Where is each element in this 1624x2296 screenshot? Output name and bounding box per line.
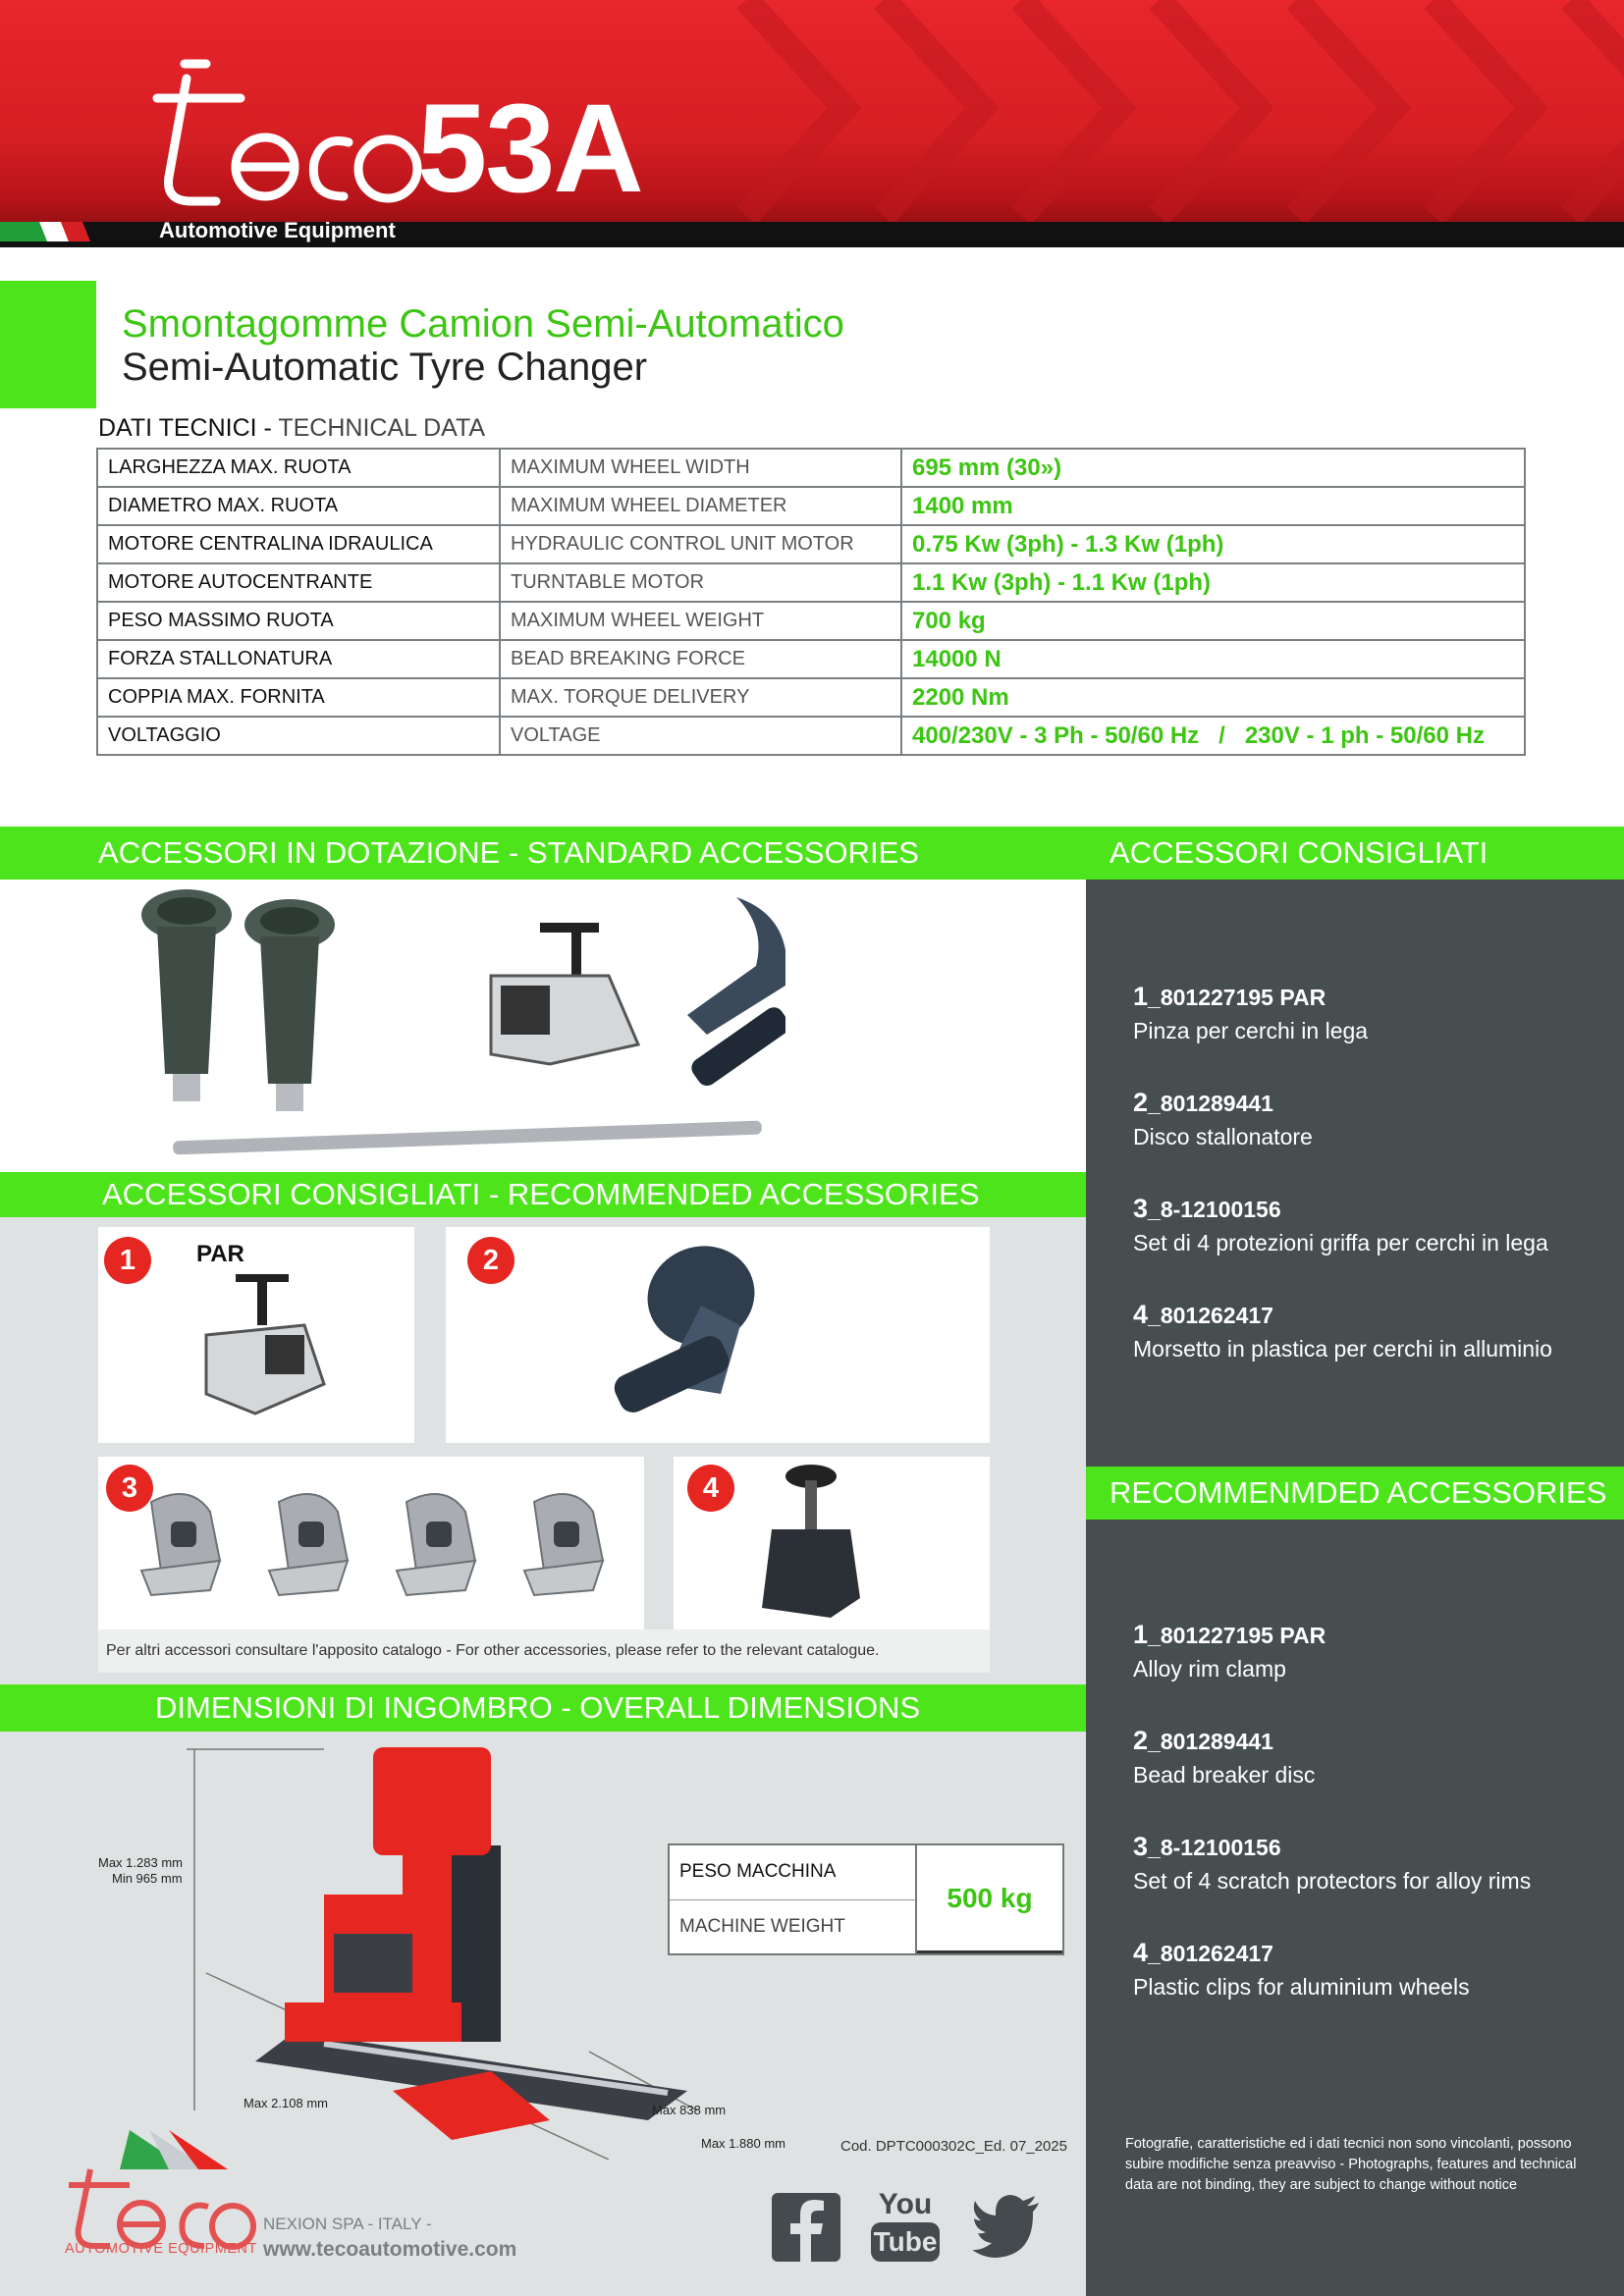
lever-bar-icon [173, 1121, 762, 1155]
item-number: 2 [1133, 1726, 1149, 1755]
youtube-bottom-text: Tube [871, 2222, 940, 2262]
item-number: 3 [1133, 1832, 1149, 1861]
row-label-it: LARGHEZZA MAX. RUOTA [97, 449, 500, 487]
list-item [1133, 1620, 1595, 1682]
item-number: 3 [1133, 1194, 1149, 1223]
cone-adapter-icon [141, 889, 335, 1111]
title-accent-block [0, 281, 96, 408]
row-label-it: DIAMETRO MAX. RUOTA [97, 487, 500, 525]
accessory-list-it [1133, 982, 1595, 1406]
list-item [1133, 1194, 1595, 1256]
item-code: _801227195 PAR [1148, 1623, 1326, 1648]
item-description: Bead breaker disc [1133, 1762, 1316, 1788]
row-label-en: MAXIMUM WHEEL WIDTH [500, 449, 901, 487]
row-value: 2200 Nm [901, 678, 1525, 717]
table-row [97, 525, 1525, 563]
row-label-en: MAXIMUM WHEEL DIAMETER [500, 487, 901, 525]
row-label-it: MOTORE AUTOCENTRANTE [97, 563, 500, 602]
other-accessories-note: Per altri accessori consultare l'apposito catalogo - For other accessories, please refer to the relevant catalogue. [98, 1629, 990, 1673]
height-max-label: Max 1.283 mm [98, 1855, 183, 1870]
tech-data-table [96, 448, 1526, 756]
item-description: Set di 4 protezioni griffa per cerchi in lega [1133, 1230, 1548, 1255]
clamp-tool-icon [491, 923, 638, 1064]
website-link[interactable]: www.tecoautomotive.com [263, 2238, 517, 2261]
tech-heading-it: DATI TECNICI - [98, 414, 279, 442]
scratch-protectors-icon [132, 1482, 623, 1620]
title-english: Semi-Automatic Tyre Changer [122, 346, 648, 389]
row-label-en: VOLTAGE [500, 717, 901, 755]
accessory-card-2 [446, 1227, 990, 1443]
table-row [97, 487, 1525, 525]
rim-clamp-icon [196, 1266, 344, 1433]
row-label-en: BEAD BREAKING FORCE [500, 640, 901, 678]
list-item [1133, 982, 1595, 1044]
table-row [97, 640, 1525, 678]
footer-teco-logo [61, 2130, 257, 2258]
row-value: 0.75 Kw (3ph) - 1.3 Kw (1ph) [901, 525, 1525, 563]
item-description: Morsetto in plastica per cerchi in alluminio [1133, 1336, 1552, 1362]
youtube-top-text: You [878, 2188, 933, 2220]
facebook-icon[interactable] [772, 2193, 840, 2262]
list-item [1133, 1088, 1595, 1150]
item-description: Pinza per cerchi in lega [1133, 1018, 1369, 1043]
badge-number: 4 [687, 1465, 734, 1512]
par-label: PAR [196, 1241, 244, 1267]
item-number: 4 [1133, 1300, 1149, 1329]
bead-breaker-disc-icon [593, 1237, 809, 1433]
row-value: 700 kg [901, 602, 1525, 640]
recommended-accessories-heading: ACCESSORI CONSIGLIATI - RECOMMENDED ACCESSORIES [0, 1172, 1086, 1217]
list-item [1133, 1300, 1595, 1362]
row-value: 400/230V - 3 Ph - 50/60 Hz / 230V - 1 ph - 50/60 Hz [901, 717, 1525, 755]
item-number: 2 [1133, 1088, 1149, 1117]
badge-number: 2 [467, 1237, 514, 1284]
row-value: 1.1 Kw (3ph) - 1.1 Kw (1ph) [901, 563, 1525, 602]
table-row [97, 717, 1525, 755]
item-description: Disco stallonatore [1133, 1124, 1313, 1149]
header-banner [0, 0, 1624, 247]
youtube-icon[interactable] [870, 2189, 941, 2264]
weight-value: 500 kg [917, 1845, 1062, 1953]
row-value: 14000 N [901, 640, 1525, 678]
row-label-en: MAXIMUM WHEEL WEIGHT [500, 602, 901, 640]
list-item [1133, 1832, 1595, 1895]
item-code: _8-12100156 [1148, 1835, 1281, 1860]
hook-tool-icon [687, 897, 785, 1090]
table-row [97, 602, 1525, 640]
item-description: Plastic clips for aluminium wheels [1133, 1974, 1470, 2000]
width-label: Max 838 mm [652, 2103, 727, 2117]
overall-dimensions-heading: DIMENSIONI DI INGOMBRO - OVERALL DIMENSIONS [0, 1684, 1086, 1732]
title-italian: Smontagomme Camion Semi-Automatico [122, 302, 844, 346]
right-heading-en: RECOMMENMDED ACCESSORIES [1086, 1467, 1624, 1520]
item-code: _801262417 [1148, 1941, 1273, 1966]
plastic-clip-icon [742, 1461, 880, 1628]
table-row [97, 678, 1525, 717]
list-item [1133, 1938, 1595, 2001]
item-code: _8-12100156 [1148, 1197, 1281, 1222]
item-number: 1 [1133, 982, 1149, 1011]
item-description: Alloy rim clamp [1133, 1656, 1286, 1682]
row-label-it: MOTORE CENTRALINA IDRAULICA [97, 525, 500, 563]
row-label-it: COPPIA MAX. FORNITA [97, 678, 500, 717]
item-number: 1 [1133, 1620, 1149, 1649]
tech-heading-en: TECHNICAL DATA [278, 414, 486, 442]
machine-weight-table [668, 1843, 1064, 1955]
standard-accessories-image [118, 887, 785, 1172]
badge-number: 3 [106, 1465, 153, 1512]
accessory-card-3 [98, 1457, 644, 1629]
row-label-it: PESO MASSIMO RUOTA [97, 602, 500, 640]
weight-labels [670, 1845, 917, 1953]
document-code: Cod. DPTC000302C_Ed. 07_2025 [840, 2138, 1067, 2155]
list-item [1133, 1726, 1595, 1789]
item-code: _801289441 [1148, 1729, 1273, 1754]
table-row [97, 449, 1525, 487]
row-label-en: HYDRAULIC CONTROL UNIT MOTOR [500, 525, 901, 563]
accessory-card-4 [674, 1457, 990, 1629]
item-code: _801227195 PAR [1148, 985, 1326, 1010]
row-label-it: VOLTAGGIO [97, 717, 500, 755]
brand-tagline: Automotive Equipment [159, 218, 396, 242]
item-code: _801262417 [1148, 1303, 1273, 1328]
standard-accessories-heading: ACCESSORI IN DOTAZIONE - STANDARD ACCESSORIES [0, 827, 1086, 880]
badge-number: 1 [104, 1237, 151, 1284]
company-name: NEXION SPA - ITALY - [263, 2215, 432, 2233]
row-label-en: TURNTABLE MOTOR [500, 563, 901, 602]
accessory-card-1 [98, 1227, 414, 1443]
italian-flag-stripe [0, 222, 108, 241]
footer-logo-tagline: AUTOMOTIVE EQUIPMENT [65, 2241, 257, 2257]
model-name: 53A [417, 79, 642, 219]
accessory-list-en [1133, 1620, 1595, 2044]
table-row [97, 563, 1525, 602]
row-value: 1400 mm [901, 487, 1525, 525]
height-min-label: Min 965 mm [112, 1871, 183, 1886]
weight-label-it: PESO MACCHINA [670, 1845, 915, 1900]
item-number: 4 [1133, 1938, 1149, 1967]
teco-logo [147, 59, 422, 216]
item-code: _801289441 [1148, 1091, 1273, 1116]
row-label-en: MAX. TORQUE DELIVERY [500, 678, 901, 717]
tech-data-heading [98, 414, 485, 443]
item-description: Set of 4 scratch protectors for alloy rims [1133, 1868, 1532, 1894]
row-value: 695 mm (30») [901, 449, 1525, 487]
twitter-icon[interactable] [972, 2195, 1041, 2258]
length-label: Max 2.108 mm [244, 2096, 328, 2110]
disclaimer: Fotografie, caratteristiche ed i dati tecnici non sono vincolanti, possono subire modifiche senza preavviso - Photographs, features and technical data are not binding, they are subject to change without notice [1125, 2136, 1577, 2194]
row-label-it: FORZA STALLONATURA [97, 640, 500, 678]
weight-label-en: MACHINE WEIGHT [679, 1915, 845, 1937]
right-heading-it: ACCESSORI CONSIGLIATI [1086, 827, 1624, 880]
depth-label: Max 1.880 mm [701, 2136, 785, 2151]
